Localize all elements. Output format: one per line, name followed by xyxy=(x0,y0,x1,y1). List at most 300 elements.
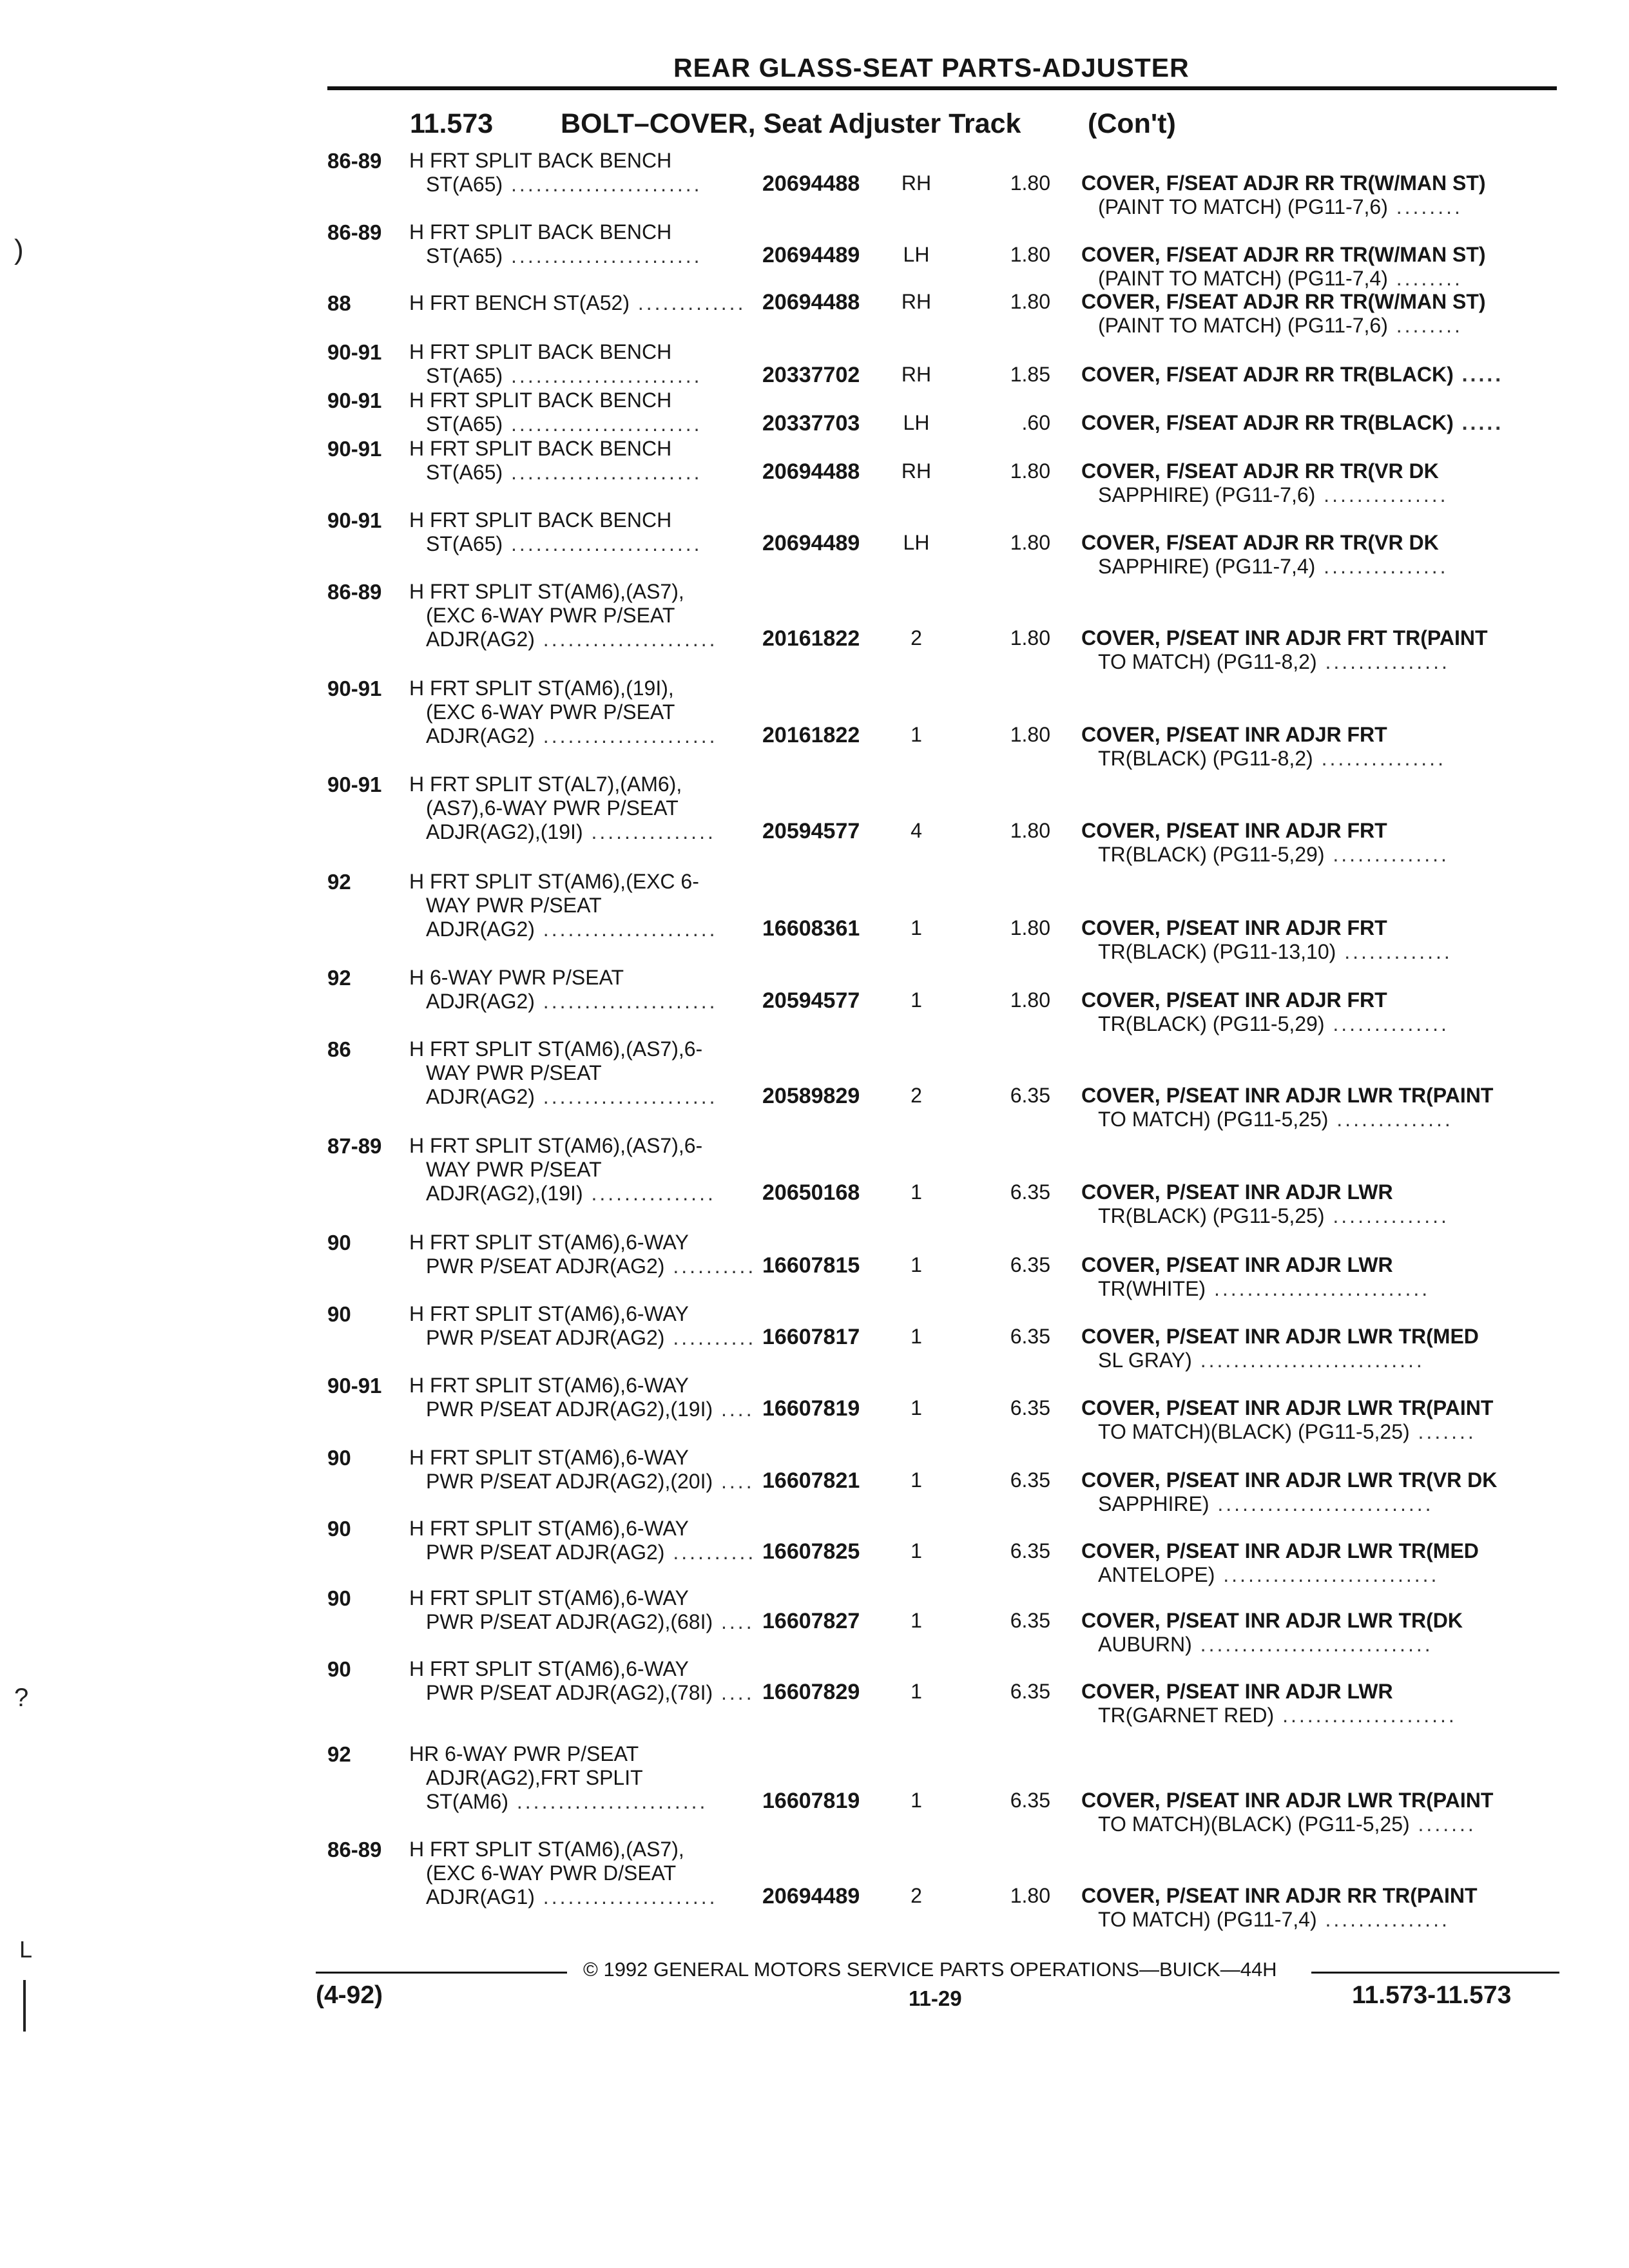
component-description-line: TO MATCH) (PG11-7,4) xyxy=(1098,1908,1317,1931)
quantity-or-side: 4 xyxy=(911,819,922,842)
footer-page-number: 11-29 xyxy=(909,1986,962,2010)
table-row xyxy=(0,1231,1629,1300)
component-description xyxy=(1081,290,1486,338)
part-number: 20161822 xyxy=(762,723,860,747)
description-line: H FRT SPLIT ST(AM6),(AS7), xyxy=(409,580,684,603)
component-description-line: TO MATCH) (PG11-5,25) xyxy=(1098,1108,1329,1131)
model-years: 90-91 xyxy=(327,773,382,796)
component-description xyxy=(1081,1789,1493,1836)
application-description xyxy=(409,1742,708,1814)
quantity-or-side: RH xyxy=(901,459,932,483)
table-row xyxy=(0,1838,1629,1931)
dot-leader: ............... xyxy=(1313,747,1446,770)
dot-leader: ............... xyxy=(583,820,716,843)
component-description-line: (PAINT TO MATCH) (PG11-7,6) xyxy=(1098,314,1388,337)
component-description-line: SL GRAY) xyxy=(1098,1349,1192,1372)
price: 6.35 xyxy=(1010,1253,1050,1276)
description-line: H FRT SPLIT BACK BENCH xyxy=(409,437,672,460)
table-row xyxy=(0,870,1629,963)
part-number: 16608361 xyxy=(762,916,860,941)
dot-leader: ........ xyxy=(1387,314,1463,337)
description-line: H FRT SPLIT ST(AM6),6-WAY xyxy=(409,1231,689,1254)
footer-rule-right xyxy=(1311,1972,1559,1974)
component-description-line: COVER, F/SEAT ADJR RR TR(BLACK) xyxy=(1081,411,1454,434)
component-description-line: COVER, P/SEAT INR ADJR LWR TR(MED xyxy=(1081,1325,1479,1348)
price: 6.35 xyxy=(1010,1180,1050,1204)
component-description-line: AUBURN) xyxy=(1098,1633,1192,1656)
description-line: ST(A65) xyxy=(426,532,503,555)
description-line: ADJR(AG2),(19I) xyxy=(426,1182,583,1205)
application-description xyxy=(409,508,702,556)
margin-mark: L xyxy=(19,1936,33,1963)
description-line: H FRT SPLIT ST(AM6),6-WAY xyxy=(409,1446,689,1469)
footer-date: (4-92) xyxy=(316,1981,383,2009)
table-row xyxy=(0,220,1629,290)
model-years: 87-89 xyxy=(327,1134,382,1158)
description-line: H FRT SPLIT ST(AM6),(EXC 6- xyxy=(409,870,699,893)
dot-leader: .... xyxy=(713,1470,755,1493)
component-description-line: COVER, F/SEAT ADJR RR TR(VR DK xyxy=(1081,459,1439,483)
footer-copyright: © 1992 GENERAL MOTORS SERVICE PARTS OPERATIONS—BUICK—44H xyxy=(583,1958,1277,1981)
table-row xyxy=(0,340,1629,394)
table-row xyxy=(0,677,1629,770)
description-line: H FRT SPLIT ST(AM6),(19I), xyxy=(409,677,674,700)
dot-leader: .............. xyxy=(1328,1108,1453,1131)
application-description xyxy=(409,1374,755,1421)
quantity-or-side: 1 xyxy=(911,1789,922,1812)
description-line: H FRT SPLIT ST(AM6),(AS7), xyxy=(409,1838,684,1861)
price: .60 xyxy=(1021,411,1050,434)
component-description-line: ANTELOPE) xyxy=(1098,1563,1215,1586)
dot-leader: ....................... xyxy=(503,173,702,196)
table-row xyxy=(0,966,1629,1035)
description-line: H FRT SPLIT ST(AL7),(AM6), xyxy=(409,773,682,796)
application-description xyxy=(409,1657,755,1705)
component-description xyxy=(1081,1253,1430,1301)
quantity-or-side: LH xyxy=(903,531,930,554)
description-line: PWR P/SEAT ADJR(AG2),(19I) xyxy=(426,1398,713,1421)
description-line: H FRT SPLIT BACK BENCH xyxy=(409,340,672,363)
model-years: 86 xyxy=(327,1037,351,1061)
dot-leader: .............. xyxy=(1324,843,1449,866)
description-line: H FRT SPLIT ST(AM6),6-WAY xyxy=(409,1657,689,1680)
application-description xyxy=(409,1838,718,1909)
dot-leader: ..................... xyxy=(534,918,718,941)
model-years: 90-91 xyxy=(327,437,382,461)
application-description xyxy=(409,773,716,844)
component-description-line: COVER, F/SEAT ADJR RR TR(W/MAN ST) xyxy=(1081,290,1486,313)
dot-leader: .......... xyxy=(664,1541,757,1564)
model-years: 90 xyxy=(327,1586,351,1610)
price: 6.35 xyxy=(1010,1539,1050,1562)
component-description-line: COVER, P/SEAT INR ADJR LWR xyxy=(1081,1180,1393,1204)
component-description xyxy=(1081,1680,1457,1727)
part-number: 20694489 xyxy=(762,531,860,555)
component-description-line: COVER, P/SEAT INR ADJR LWR xyxy=(1081,1680,1393,1703)
description-line: H FRT SPLIT BACK BENCH xyxy=(409,220,672,244)
quantity-or-side: 2 xyxy=(911,1884,922,1907)
model-years: 92 xyxy=(327,1742,351,1766)
component-description xyxy=(1081,1084,1493,1131)
footer-section-range: 11.573-11.573 xyxy=(1352,1981,1512,2009)
application-description xyxy=(409,966,718,1014)
component-description-line: COVER, P/SEAT INR ADJR LWR xyxy=(1081,1253,1393,1276)
model-years: 86-89 xyxy=(327,220,382,244)
component-description-line: COVER, P/SEAT INR ADJR LWR TR(PAINT xyxy=(1081,1084,1494,1107)
dot-leader: ..................... xyxy=(534,1085,718,1108)
dot-leader: ........ xyxy=(1387,195,1463,218)
table-row xyxy=(0,508,1629,578)
component-description-line: TR(BLACK) (PG11-8,2) xyxy=(1098,747,1313,770)
component-description xyxy=(1081,1325,1479,1372)
dot-leader: ....................... xyxy=(503,244,702,267)
application-description xyxy=(409,291,746,315)
price: 1.80 xyxy=(1010,171,1050,195)
description-line: WAY PWR P/SEAT xyxy=(426,1158,602,1181)
component-description xyxy=(1081,531,1449,579)
description-line: ST(A65) xyxy=(426,412,503,436)
description-line: PWR P/SEAT ADJR(AG2),(78I) xyxy=(426,1681,713,1704)
description-line: ADJR(AG2) xyxy=(426,918,535,941)
description-line: H FRT SPLIT BACK BENCH xyxy=(409,389,672,412)
price: 1.80 xyxy=(1010,723,1050,746)
quantity-or-side: 1 xyxy=(911,1253,922,1276)
model-years: 90-91 xyxy=(327,340,382,364)
application-description xyxy=(409,1517,756,1564)
part-number: 20694489 xyxy=(762,243,860,267)
section-number: 11.573 xyxy=(410,108,494,139)
model-years: 92 xyxy=(327,870,351,894)
dot-leader: .......................... xyxy=(1215,1563,1440,1586)
component-description-line: COVER, P/SEAT INR ADJR FRT xyxy=(1081,819,1387,842)
application-description xyxy=(409,1586,755,1634)
dot-leader: ..................... xyxy=(534,724,718,747)
table-row xyxy=(0,437,1629,506)
description-line: (EXC 6-WAY PWR P/SEAT xyxy=(426,604,675,627)
component-description xyxy=(1081,626,1488,674)
component-description xyxy=(1081,459,1449,507)
component-description-line: TR(BLACK) (PG11-5,29) xyxy=(1098,843,1325,866)
table-row xyxy=(0,1657,1629,1727)
model-years: 86-89 xyxy=(327,149,382,173)
table-row xyxy=(0,1446,1629,1515)
part-number: 20694488 xyxy=(762,459,860,484)
description-line: H FRT SPLIT ST(AM6),6-WAY xyxy=(409,1517,689,1540)
application-description xyxy=(409,389,702,436)
application-description xyxy=(409,677,718,748)
quantity-or-side: LH xyxy=(903,411,930,434)
part-number: 20161822 xyxy=(762,626,860,651)
dot-leader: ....................... xyxy=(503,364,702,387)
description-line: H FRT SPLIT BACK BENCH xyxy=(409,149,672,172)
price: 6.35 xyxy=(1010,1789,1050,1812)
description-line: ADJR(AG2) xyxy=(426,724,535,747)
margin-mark: ) xyxy=(14,234,24,265)
component-description-line: TO MATCH) (PG11-8,2) xyxy=(1098,650,1317,673)
component-description xyxy=(1081,243,1486,291)
description-line: ADJR(AG2),FRT SPLIT xyxy=(426,1766,643,1789)
description-line: PWR P/SEAT ADJR(AG2) xyxy=(426,1541,665,1564)
component-description-line: TR(BLACK) (PG11-5,25) xyxy=(1098,1204,1325,1227)
quantity-or-side: 1 xyxy=(911,1680,922,1703)
table-row xyxy=(0,773,1629,866)
application-description xyxy=(409,1446,755,1494)
application-description xyxy=(409,870,718,941)
part-number: 16607825 xyxy=(762,1539,860,1564)
application-description xyxy=(409,1037,718,1109)
dot-leader: ..................... xyxy=(534,628,718,651)
component-description xyxy=(1081,1180,1449,1228)
component-description-line: COVER, P/SEAT INR ADJR FRT xyxy=(1081,988,1387,1012)
component-description-line: TR(WHITE) xyxy=(1098,1277,1206,1300)
dot-leader: ........ xyxy=(1387,267,1463,290)
table-row xyxy=(0,1037,1629,1131)
description-line: ADJR(AG2) xyxy=(426,990,535,1013)
quantity-or-side: 2 xyxy=(911,1084,922,1107)
price: 1.80 xyxy=(1010,819,1050,842)
description-line: H FRT SPLIT ST(AM6),(AS7),6- xyxy=(409,1037,703,1061)
table-row xyxy=(0,291,1629,345)
component-description-line: SAPPHIRE) xyxy=(1098,1492,1210,1515)
part-number: 16607817 xyxy=(762,1325,860,1349)
description-line: PWR P/SEAT ADJR(AG2),(20I) xyxy=(426,1470,713,1493)
price: 6.35 xyxy=(1010,1609,1050,1632)
price: 1.85 xyxy=(1010,363,1050,386)
price: 1.80 xyxy=(1010,626,1050,649)
dot-leader: ..... xyxy=(1453,363,1504,386)
description-line: (EXC 6-WAY PWR D/SEAT xyxy=(426,1861,677,1885)
model-years: 90-91 xyxy=(327,1374,382,1398)
table-row xyxy=(0,389,1629,443)
part-number: 20694489 xyxy=(762,1884,860,1908)
application-description xyxy=(409,149,702,197)
description-line: ST(A65) xyxy=(426,461,503,484)
application-description xyxy=(409,437,702,485)
component-description-line: SAPPHIRE) (PG11-7,6) xyxy=(1098,483,1316,506)
component-description xyxy=(1081,988,1449,1036)
price: 1.80 xyxy=(1010,916,1050,939)
application-description xyxy=(409,1302,756,1350)
quantity-or-side: 1 xyxy=(911,1325,922,1348)
description-line: ST(A65) xyxy=(426,173,503,196)
component-description xyxy=(1081,411,1503,435)
quantity-or-side: 1 xyxy=(911,1180,922,1204)
model-years: 90-91 xyxy=(327,677,382,700)
margin-mark: ? xyxy=(14,1684,29,1712)
dot-leader: ..................... xyxy=(534,990,718,1013)
component-description-line: COVER, F/SEAT ADJR RR TR(VR DK xyxy=(1081,531,1439,554)
application-description xyxy=(409,1134,716,1206)
dot-leader: .......................... xyxy=(1209,1492,1434,1515)
table-row xyxy=(0,1742,1629,1836)
component-description xyxy=(1081,1396,1493,1444)
page-header-title: REAR GLASS-SEAT PARTS-ADJUSTER xyxy=(673,53,1190,82)
price: 1.80 xyxy=(1010,243,1050,266)
component-description xyxy=(1081,916,1452,964)
part-number: 20694488 xyxy=(762,171,860,196)
dot-leader: ..... xyxy=(1453,411,1504,434)
description-line: H 6-WAY PWR P/SEAT xyxy=(409,966,624,989)
component-description-line: TO MATCH)(BLACK) (PG11-5,25) xyxy=(1098,1812,1410,1836)
section-continued: (Con't) xyxy=(1088,108,1176,139)
component-description-line: TO MATCH)(BLACK) (PG11-5,25) xyxy=(1098,1420,1410,1443)
part-number: 20650168 xyxy=(762,1180,860,1205)
quantity-or-side: RH xyxy=(901,363,932,386)
quantity-or-side: 2 xyxy=(911,626,922,649)
application-description xyxy=(409,340,702,388)
margin-bar xyxy=(23,1980,26,2032)
dot-leader: ....................... xyxy=(503,412,702,436)
model-years: 90 xyxy=(327,1302,351,1326)
part-number: 20594577 xyxy=(762,988,860,1013)
model-years: 92 xyxy=(327,966,351,990)
table-row xyxy=(0,1517,1629,1586)
description-line: H FRT SPLIT ST(AM6),6-WAY xyxy=(409,1302,689,1325)
description-line: ADJR(AG2) xyxy=(426,628,535,651)
dot-leader: ..................... xyxy=(1274,1704,1457,1727)
part-number: 16607819 xyxy=(762,1396,860,1421)
price: 6.35 xyxy=(1010,1084,1050,1107)
quantity-or-side: LH xyxy=(903,243,930,266)
description-line: H FRT BENCH ST(A52) xyxy=(409,291,630,314)
description-line: WAY PWR P/SEAT xyxy=(426,1061,602,1084)
model-years: 90 xyxy=(327,1657,351,1681)
dot-leader: ............. xyxy=(629,291,746,314)
dot-leader: ............... xyxy=(1316,1908,1450,1931)
model-years: 90 xyxy=(327,1446,351,1470)
description-line: ST(A65) xyxy=(426,244,503,267)
component-description-line: COVER, P/SEAT INR ADJR LWR TR(PAINT xyxy=(1081,1789,1494,1812)
part-number: 20589829 xyxy=(762,1084,860,1108)
table-row xyxy=(0,149,1629,218)
component-description-line: (PAINT TO MATCH) (PG11-7,6) xyxy=(1098,195,1388,218)
part-number: 20594577 xyxy=(762,819,860,843)
description-line: ADJR(AG1) xyxy=(426,1885,535,1908)
description-line: H FRT SPLIT ST(AM6),(AS7),6- xyxy=(409,1134,703,1157)
description-line: ST(AM6) xyxy=(426,1790,508,1813)
dot-leader: .......................... xyxy=(1206,1277,1431,1300)
model-years: 86-89 xyxy=(327,1838,382,1861)
component-description xyxy=(1081,1539,1479,1587)
dot-leader: .... xyxy=(713,1681,755,1704)
description-line: H FRT SPLIT ST(AM6),6-WAY xyxy=(409,1586,689,1610)
component-description-line: COVER, P/SEAT INR ADJR LWR TR(VR DK xyxy=(1081,1468,1498,1492)
table-row xyxy=(0,1134,1629,1227)
dot-leader: .......... xyxy=(664,1254,757,1278)
dot-leader: .... xyxy=(713,1398,755,1421)
application-description xyxy=(409,220,702,268)
dot-leader: .............. xyxy=(1324,1012,1449,1035)
description-line: H FRT SPLIT ST(AM6),6-WAY xyxy=(409,1374,689,1397)
component-description xyxy=(1081,171,1486,219)
model-years: 90-91 xyxy=(327,389,382,412)
component-description-line: COVER, F/SEAT ADJR RR TR(W/MAN ST) xyxy=(1081,171,1486,195)
application-description xyxy=(409,580,718,651)
dot-leader: ....... xyxy=(1409,1420,1476,1443)
dot-leader: ............... xyxy=(1315,555,1449,578)
quantity-or-side: RH xyxy=(901,290,932,313)
description-line: ADJR(AG2),(19I) xyxy=(426,820,583,843)
model-years: 90 xyxy=(327,1231,351,1254)
component-description-line: COVER, F/SEAT ADJR RR TR(BLACK) xyxy=(1081,363,1454,386)
price: 6.35 xyxy=(1010,1680,1050,1703)
part-number: 16607829 xyxy=(762,1680,860,1704)
description-line: (AS7),6-WAY PWR P/SEAT xyxy=(426,796,679,820)
description-line: PWR P/SEAT ADJR(AG2),(68I) xyxy=(426,1610,713,1633)
model-years: 88 xyxy=(327,291,351,315)
quantity-or-side: 1 xyxy=(911,916,922,939)
description-line: ST(A65) xyxy=(426,364,503,387)
component-description xyxy=(1081,819,1449,867)
dot-leader: ............. xyxy=(1336,940,1452,963)
application-description xyxy=(409,1231,756,1278)
part-number: 20337702 xyxy=(762,363,860,387)
part-number: 16607827 xyxy=(762,1609,860,1633)
component-description xyxy=(1081,1884,1478,1932)
quantity-or-side: RH xyxy=(901,171,932,195)
quantity-or-side: 1 xyxy=(911,1468,922,1492)
dot-leader: ............... xyxy=(1315,483,1449,506)
component-description-line: COVER, P/SEAT INR ADJR FRT xyxy=(1081,723,1387,746)
component-description-line: COVER, P/SEAT INR ADJR FRT TR(PAINT xyxy=(1081,626,1488,649)
component-description xyxy=(1081,723,1446,771)
price: 6.35 xyxy=(1010,1325,1050,1348)
component-description-line: (PAINT TO MATCH) (PG11-7,4) xyxy=(1098,267,1388,290)
component-description-line: SAPPHIRE) (PG11-7,4) xyxy=(1098,555,1316,578)
description-line: ADJR(AG2) xyxy=(426,1085,535,1108)
part-number: 20337703 xyxy=(762,411,860,436)
dot-leader: ....................... xyxy=(503,461,702,484)
component-description xyxy=(1081,1468,1497,1516)
dot-leader: ....................... xyxy=(508,1790,708,1813)
price: 1.80 xyxy=(1010,1884,1050,1907)
component-description-line: COVER, P/SEAT INR ADJR RR TR(PAINT xyxy=(1081,1884,1478,1907)
component-description-line: TR(GARNET RED) xyxy=(1098,1704,1275,1727)
price: 6.35 xyxy=(1010,1396,1050,1419)
dot-leader: .......... xyxy=(664,1326,757,1349)
component-description-line: COVER, P/SEAT INR ADJR LWR TR(DK xyxy=(1081,1609,1463,1632)
quantity-or-side: 1 xyxy=(911,723,922,746)
price: 1.80 xyxy=(1010,988,1050,1012)
dot-leader: ....................... xyxy=(503,532,702,555)
component-description xyxy=(1081,363,1503,387)
component-description-line: COVER, P/SEAT INR ADJR FRT xyxy=(1081,916,1387,939)
description-line: WAY PWR P/SEAT xyxy=(426,894,602,917)
quantity-or-side: 1 xyxy=(911,1396,922,1419)
component-description-line: COVER, P/SEAT INR ADJR LWR TR(MED xyxy=(1081,1539,1479,1562)
dot-leader: ............................ xyxy=(1191,1633,1433,1656)
component-description-line: TR(BLACK) (PG11-13,10) xyxy=(1098,940,1336,963)
dot-leader: .... xyxy=(713,1610,755,1633)
component-description-line: COVER, P/SEAT INR ADJR LWR TR(PAINT xyxy=(1081,1396,1494,1419)
model-years: 90-91 xyxy=(327,508,382,532)
dot-leader: ........................... xyxy=(1191,1349,1425,1372)
part-number: 16607821 xyxy=(762,1468,860,1493)
price: 1.80 xyxy=(1010,531,1050,554)
price: 1.80 xyxy=(1010,290,1050,313)
table-row xyxy=(0,580,1629,673)
dot-leader: .............. xyxy=(1324,1204,1449,1227)
table-row xyxy=(0,1374,1629,1443)
description-line: HR 6-WAY PWR P/SEAT xyxy=(409,1742,639,1765)
quantity-or-side: 1 xyxy=(911,1609,922,1632)
quantity-or-side: 1 xyxy=(911,1539,922,1562)
dot-leader: ....... xyxy=(1409,1812,1476,1836)
description-line: (EXC 6-WAY PWR P/SEAT xyxy=(426,700,675,724)
model-years: 90 xyxy=(327,1517,351,1541)
dot-leader: ............... xyxy=(583,1182,716,1205)
section-title: BOLT–COVER, Seat Adjuster Track xyxy=(561,108,1021,139)
